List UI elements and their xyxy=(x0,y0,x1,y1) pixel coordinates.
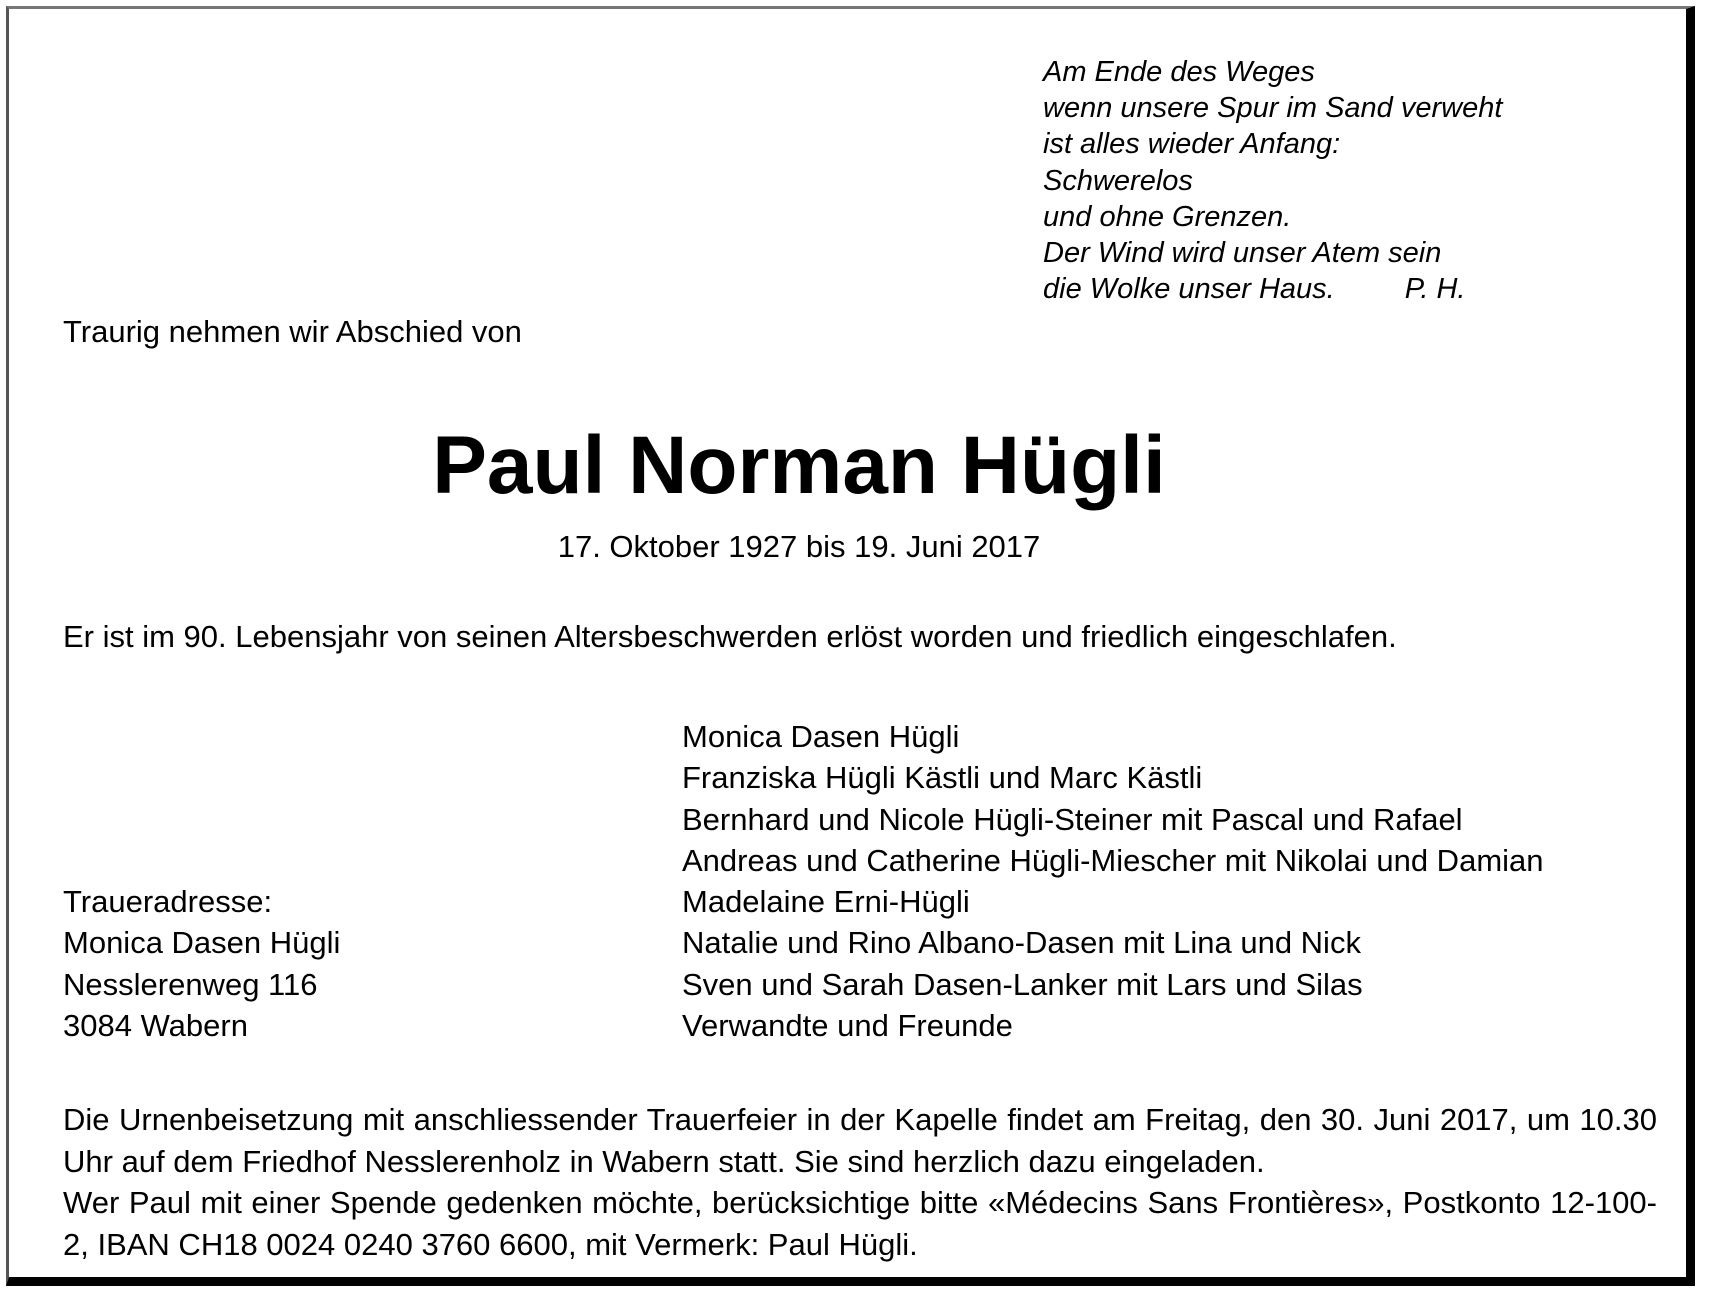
address-label: Traueradresse: xyxy=(63,884,273,919)
intro-text: Traurig nehmen wir Abschied von xyxy=(63,314,522,349)
life-dates: 17. Oktober 1927 bis 19. Juni 2017 xyxy=(557,529,1041,564)
mourner-entry: Bernhard und Nicole Hügli-Steiner mit Pascal und Rafael xyxy=(682,801,1463,837)
mourner-entry: Natalie und Rino Albano-Dasen mit Lina und Nick xyxy=(682,925,1361,961)
donation-paragraph: Wer Paul mit einer Spende gedenken möchte, berücksichtige bitte «Médecins Sans Frontières», Postkonto 12-100-2, IBAN CH18 0024 0240 3760 6600, mit Vermerk: Paul Hügli. xyxy=(63,1185,1657,1262)
mourner-entry: Andreas und Catherine Hügli-Miescher mit Nikolai und Damian xyxy=(682,842,1544,878)
address-city: 3084 Wabern xyxy=(63,1007,248,1043)
poem-last-line xyxy=(1043,271,1663,307)
poem-line: die Wolke unser Haus. xyxy=(1043,273,1335,306)
poem-line: und ohne Grenzen. xyxy=(1043,200,1292,233)
mourner-entry: Verwandte und Freunde xyxy=(682,1008,1013,1044)
address-name: Monica Dasen Hügli xyxy=(63,925,341,961)
ceremony-details xyxy=(63,1099,1657,1265)
mourner-entry: Monica Dasen Hügli xyxy=(682,719,960,754)
address-street: Nesslerenweg 116 xyxy=(63,966,318,1002)
poem-line: Schwerelos xyxy=(1043,164,1193,197)
mourner-entry: Sven und Sarah Dasen-Lanker mit Lars und Silas xyxy=(682,966,1363,1002)
mourner-entry: Franziska Hügli Kästli und Marc Kästli xyxy=(682,760,1203,796)
mourning-address xyxy=(63,881,340,1046)
poem-line: ist alles wieder Anfang: xyxy=(1043,128,1341,161)
deceased-name: Paul Norman Hügli xyxy=(432,420,1166,511)
poem-line: Am Ende des Weges xyxy=(1043,56,1315,88)
mourner-entry: Madelaine Erni-Hügli xyxy=(682,884,970,920)
poem-author: P. H. xyxy=(1404,273,1466,306)
poem-line: Der Wind wird unser Atem sein xyxy=(1043,237,1442,270)
statement-text: Er ist im 90. Lebensjahr von seinen Altersbeschwerden erlöst worden und friedlich eingeschlafen. xyxy=(63,619,1397,654)
poem xyxy=(1043,54,1663,307)
mourners-list xyxy=(682,716,1544,1046)
ceremony-paragraph: Die Urnenbeisetzung mit anschliessender Trauerfeier in der Kapelle findet am Freitag, den 30. Juni 2017, um 10.30 Uhr auf dem Friedhof Nesslerenholz in Wabern statt. Sie sind herzlich dazu eingeladen. xyxy=(63,1102,1657,1179)
poem-line: wenn unsere Spur im Sand verweht xyxy=(1043,92,1503,125)
